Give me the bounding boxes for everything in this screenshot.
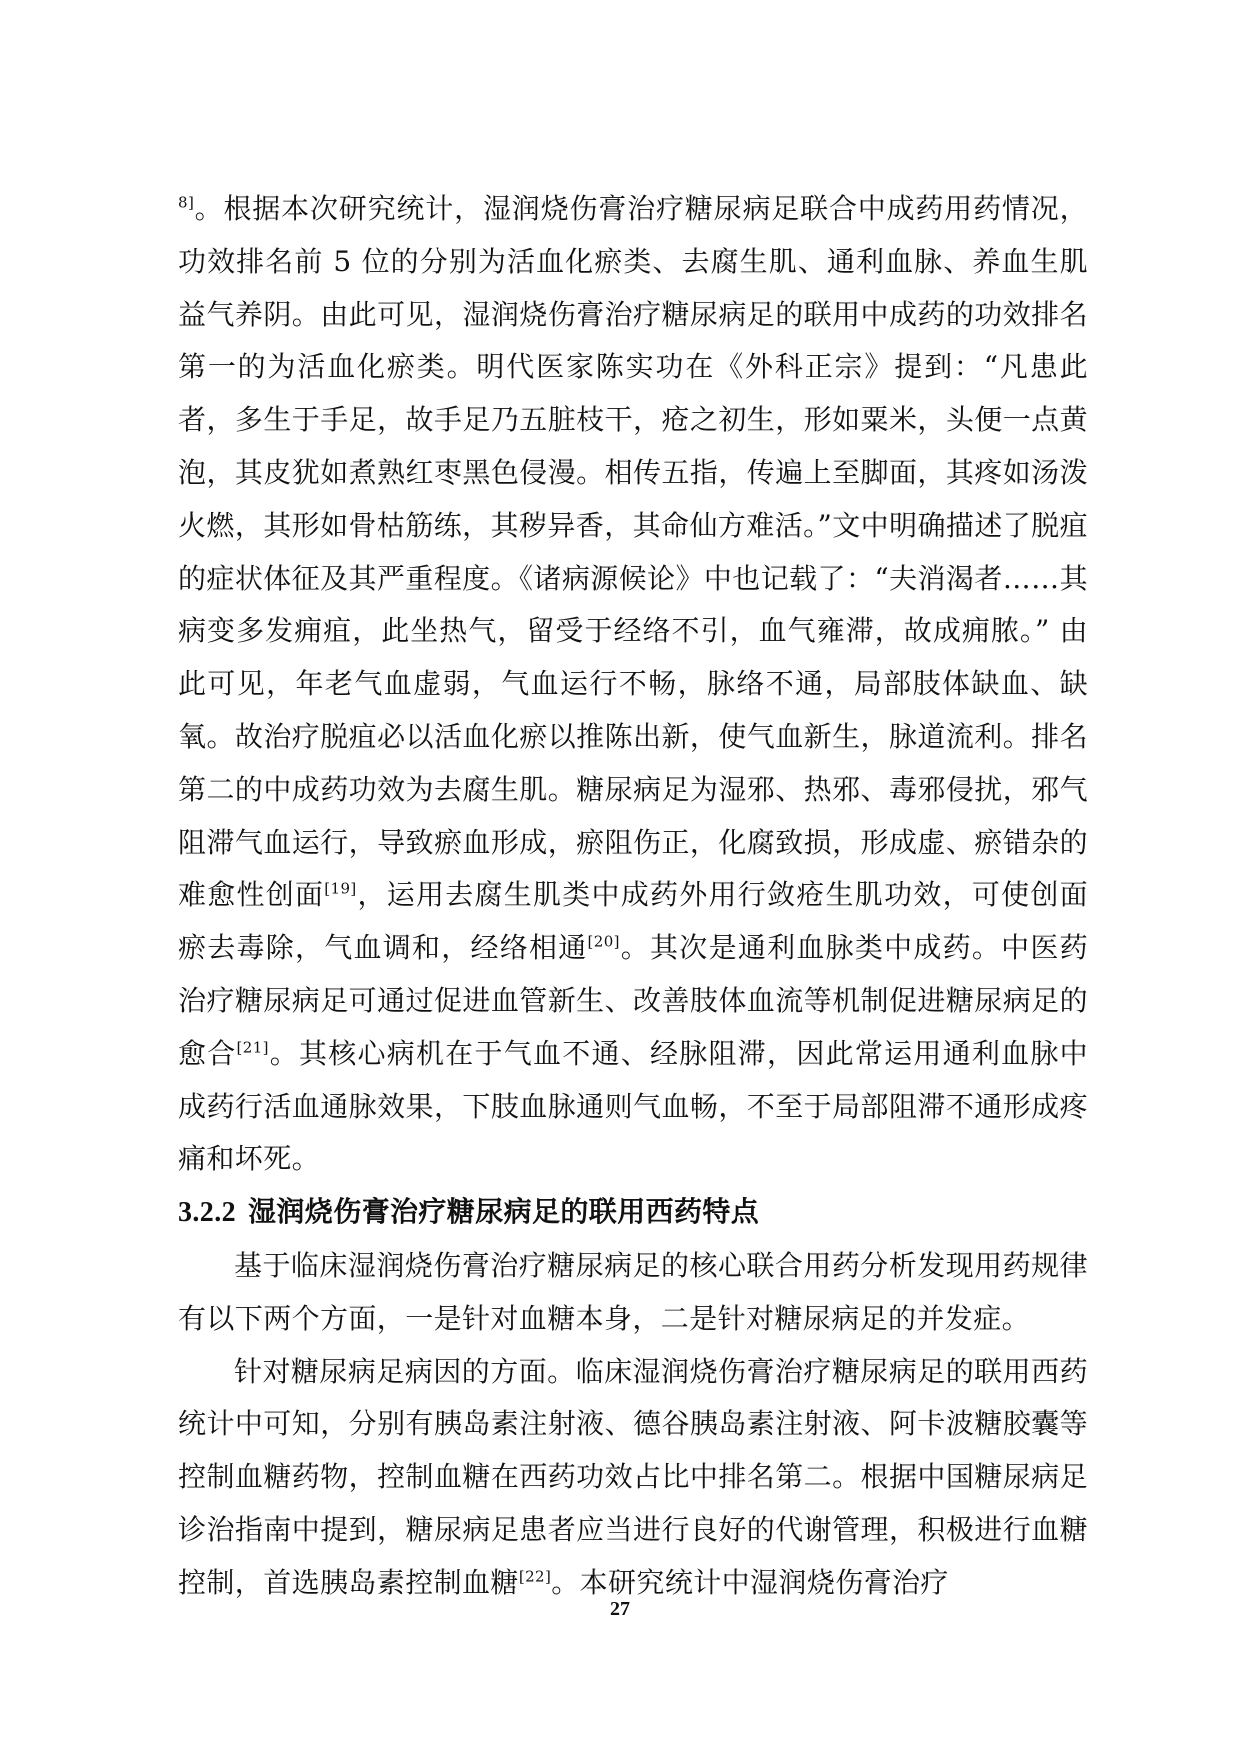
body-text (178, 183, 1088, 1610)
section-title: 湿润烧伤膏治疗糖尿病足的联用西药特点 (248, 1195, 760, 1229)
citation-ref: [22] (518, 1567, 552, 1586)
page-number: 27 (610, 1598, 630, 1620)
text-run: ，运用去腐生肌类中成药外用行敛疮生肌功效，可使创面瘀去毒除，气血调和，经络相通 (178, 878, 1088, 965)
text-run: 。其核心病机在于气血不通、经脉阻滞，因此常运用通利血脉中成药行活血通脉效果，下肢血脉通则气血畅，不至于局部阻滞不通形成疼痛和坏死。 (178, 1036, 1088, 1176)
text-run: 基于临床湿润烧伤膏治疗糖尿病足的核心联合用药分析发现用药规律有以下两个方面，一是针对血糖本身，二是针对糖尿病足的并发症。 (178, 1248, 1088, 1335)
citation-ref: [20] (587, 932, 620, 951)
section-heading (178, 1186, 1088, 1240)
text-run: 。根据本次研究统计，湿润烧伤膏治疗糖尿病足联合中成药用药情况，功效排名前 5 位的分别为活血化瘀类、去腐生肌、通利血脉、养血生肌益气养阴。由此可见，湿润烧伤膏治疗糖尿病足的联用中成药的功效排名第一的为活血化瘀类。明代医家陈实功在《外科正宗》提到：“凡患此者，多生于手足，故手足乃五脏枝干，疮之初生，形如粟米，头便一点黄泡，其皮犹如煮熟红枣黑色侵漫。相传五指，传遍上至脚面，其疼如汤泼火燃，其形如骨枯筋练，其秽异香，其命仙方难活。”文中明确描述了脱疽的症状体征及其严重程度。《诸病源候论》中也记载了：“夫消渴者……其病变多发痈疽，此坐热气，留受于经络不引，血气雍滞，故成痈脓。” 由此可见，年老气血虚弱，气血运行不畅，脉络不通，局部肢体缺血、缺氧。故治疗脱疽必以活血化瘀以推陈出新，使气血新生，脉道流利。排名第二的中成药功效为去腐生肌。糖尿病足为湿邪、热邪、毒邪侵扰，邪气阻滞气血运行，导致瘀血形成，瘀阻伤正，化腐致损，形成虚、瘀错杂的难愈性创面 (178, 192, 1088, 912)
text-run: 。本研究统计中湿润烧伤膏治疗 (551, 1565, 949, 1599)
citation-ref: 8] (178, 193, 195, 212)
paragraph-1 (178, 183, 1088, 1186)
text-run: 针对糖尿病足病因的方面。临床湿润烧伤膏治疗糖尿病足的联用西药统计中可知，分别有胰岛素注射液、德谷胰岛素注射液、阿卡波糖胶囊等控制血糖药物，控制血糖在西药功效占比中排名第二。根据中国糖尿病足诊治指南中提到，糖尿病足患者应当进行良好的代谢管理，积极进行血糖控制，首选胰岛素控制血糖 (178, 1354, 1088, 1599)
citation-ref: [19] (324, 880, 357, 899)
section-number: 3.2.2 (178, 1197, 236, 1229)
paragraph-2 (178, 1240, 1088, 1346)
citation-ref: [21] (236, 1038, 269, 1057)
paragraph-3 (178, 1346, 1088, 1610)
text-run: 。其次是通利血脉类中成药。中医药治疗糖尿病足可通过促进血管新生、改善肢体血流等机制促进糖尿病足的愈合 (178, 931, 1088, 1070)
